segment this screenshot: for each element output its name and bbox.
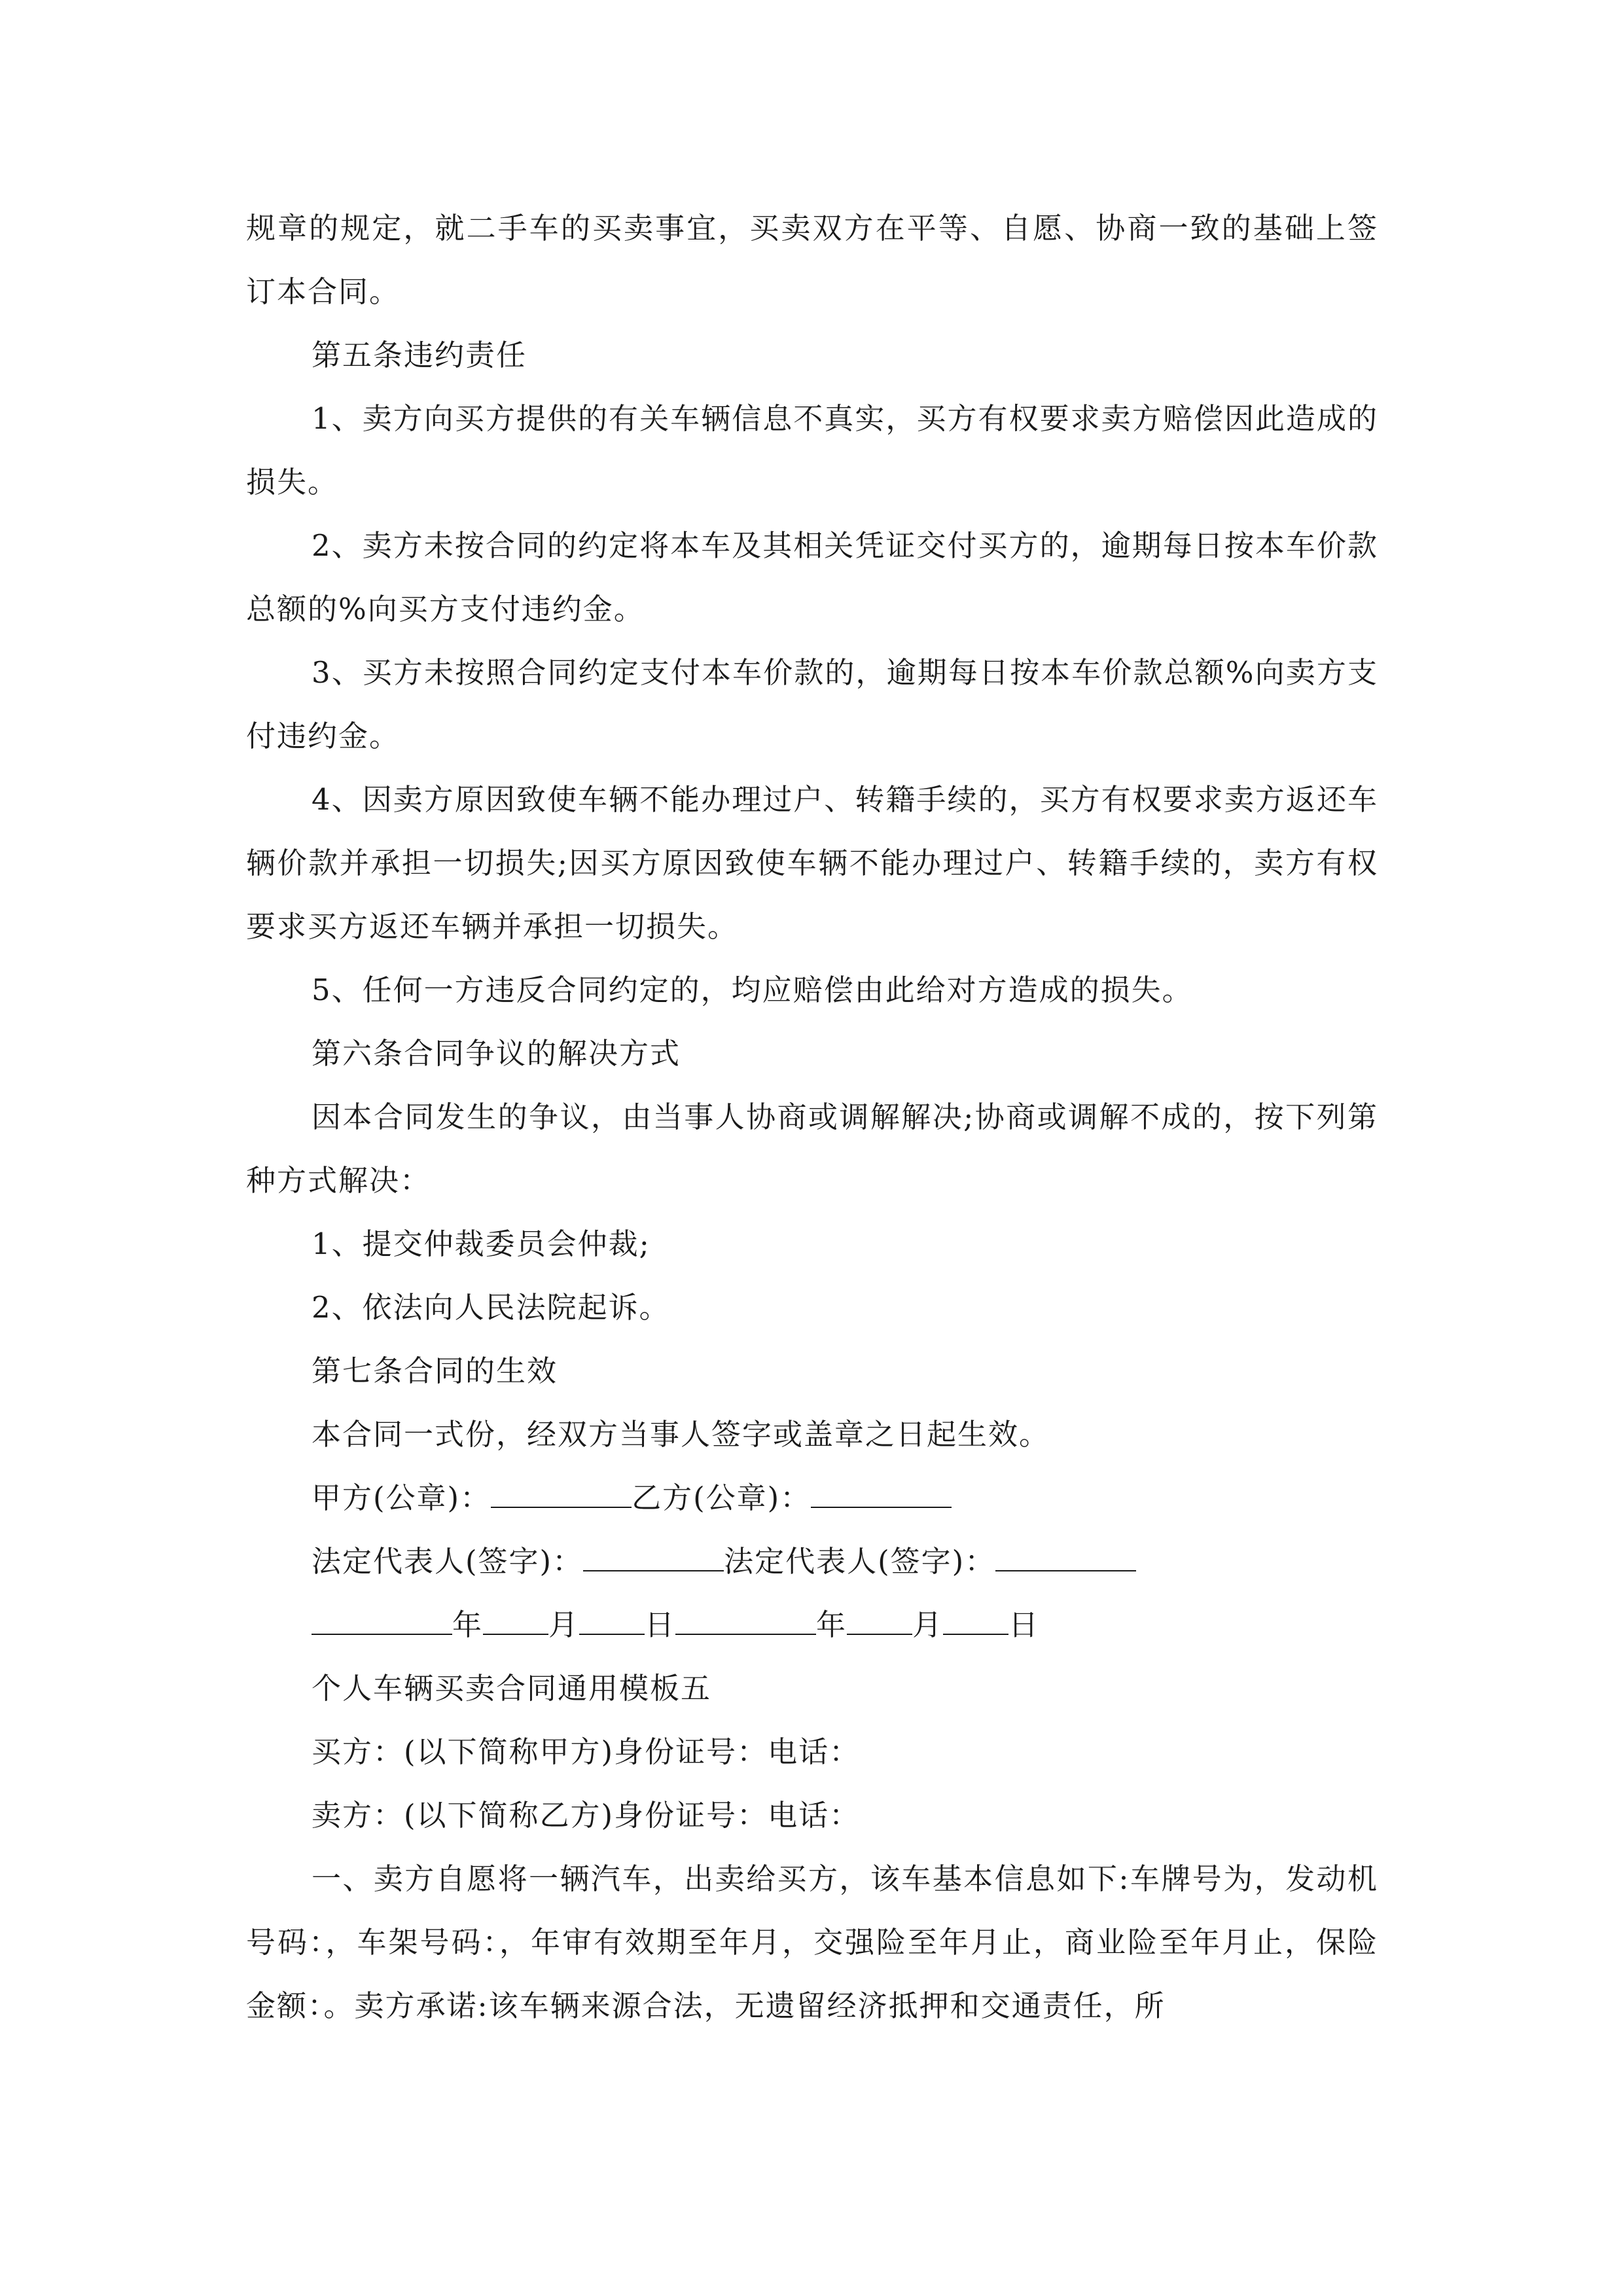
party-b-seal-label: 乙方(公章)： xyxy=(632,1480,812,1515)
date-b-year-label: 年 xyxy=(816,1607,847,1642)
signature-seal-line xyxy=(246,1466,1378,1530)
clause-one: 一、卖方自愿将一辆汽车，出卖给买方，该车基本信息如下:车牌号为，发动机号码：，车架号码：，年审有效期至年月，交强险至年月止，商业险至年月止，保险金额：。卖方承诺:该车辆来源合法，无遗留经济抵押和交通责任，所 xyxy=(246,1861,1378,2023)
date-a-month-label: 月 xyxy=(548,1607,580,1642)
clause-6-2: 2、依法向人民法院起诉。 xyxy=(312,1290,670,1325)
clause-5-2: 2、卖方未按合同的约定将本车及其相关凭证交付买方的，逾期每日按本车价款总额的%向买方支付违约金。 xyxy=(246,528,1378,626)
rep-b-label: 法定代表人(签字)： xyxy=(724,1544,996,1579)
article-7-text: 本合同一式份，经双方当事人签字或盖章之日起生效。 xyxy=(312,1417,1050,1452)
template-title: 个人车辆买卖合同通用模板五 xyxy=(312,1671,712,1706)
date-a-day-label: 日 xyxy=(645,1607,676,1642)
rep-a-label: 法定代表人(签字)： xyxy=(312,1544,584,1579)
signature-date-line xyxy=(246,1593,1378,1657)
date-b-day-blank[interactable] xyxy=(943,1596,1008,1635)
clause-6-1: 1、提交仲裁委员会仲裁; xyxy=(312,1227,651,1261)
article-6-intro: 因本合同发生的争议，由当事人协商或调解解决;协商或调解不成的，按下列第种方式解决： xyxy=(246,1100,1378,1198)
paragraph-preamble-end: 规章的规定，就二手车的买卖事宜，买卖双方在平等、自愿、协商一致的基础上签订本合同。 xyxy=(246,211,1378,309)
clause-5-5: 5、任何一方违反合同约定的，均应赔偿由此给对方造成的损失。 xyxy=(312,973,1193,1007)
date-a-day-blank[interactable] xyxy=(579,1596,645,1635)
date-a-month-blank[interactable] xyxy=(483,1596,548,1635)
document-body xyxy=(246,196,1378,2037)
clause-5-1: 1、卖方向买方提供的有关车辆信息不真实，买方有权要求卖方赔偿因此造成的损失。 xyxy=(246,401,1378,499)
heading-article-5: 第五条违约责任 xyxy=(312,338,527,372)
seller-line: 卖方：(以下简称乙方)身份证号：电话： xyxy=(312,1798,861,1833)
clause-5-3: 3、买方未按照合同约定支付本车价款的，逾期每日按本车价款总额%向卖方支付违约金。 xyxy=(246,655,1378,753)
buyer-line: 买方：(以下简称甲方)身份证号：电话： xyxy=(312,1734,861,1769)
party-a-seal-label: 甲方(公章)： xyxy=(312,1480,491,1515)
date-b-day-label: 日 xyxy=(1008,1607,1040,1642)
date-b-month-label: 月 xyxy=(912,1607,944,1642)
rep-a-blank[interactable] xyxy=(583,1532,724,1571)
date-b-month-blank[interactable] xyxy=(847,1596,912,1635)
date-b-year-blank[interactable] xyxy=(675,1596,816,1635)
party-b-seal-blank[interactable] xyxy=(811,1469,952,1508)
heading-article-6: 第六条合同争议的解决方式 xyxy=(312,1036,681,1071)
party-a-seal-blank[interactable] xyxy=(491,1469,632,1508)
clause-5-4: 4、因卖方原因致使车辆不能办理过户、转籍手续的，买方有权要求卖方返还车辆价款并承担一切损失;因买方原因致使车辆不能办理过户、转籍手续的，卖方有权要求买方返还车辆并承担一切损失。 xyxy=(246,782,1378,944)
heading-article-7: 第七条合同的生效 xyxy=(312,1354,558,1388)
rep-b-blank[interactable] xyxy=(995,1532,1136,1571)
signature-rep-line xyxy=(246,1530,1378,1593)
date-a-year-label: 年 xyxy=(452,1607,484,1642)
date-a-year-blank[interactable] xyxy=(312,1596,452,1635)
